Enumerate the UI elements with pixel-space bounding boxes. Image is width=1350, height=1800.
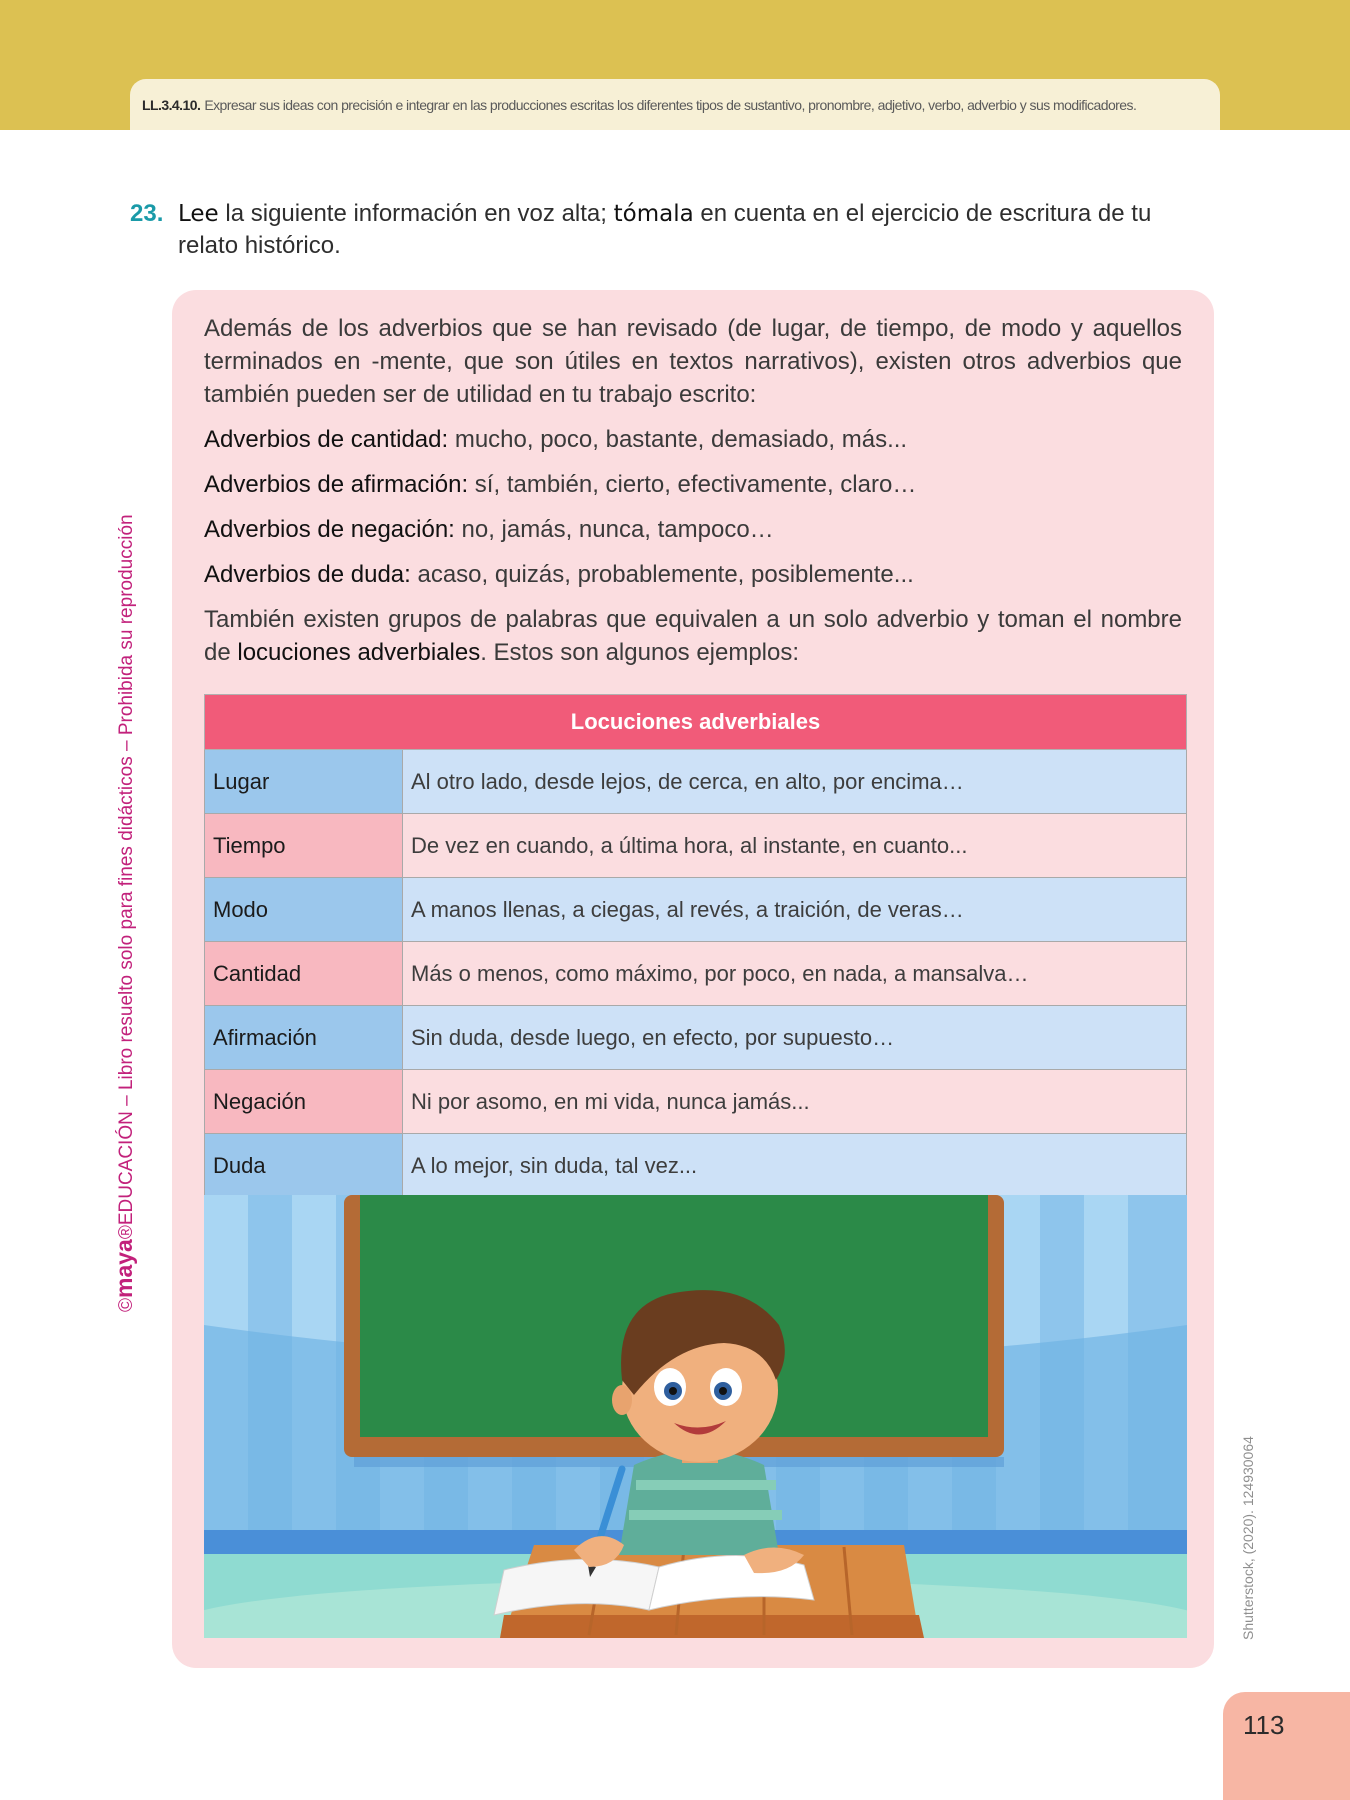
registered-symbol: ®	[116, 1225, 137, 1240]
row-category: Tiempo	[205, 814, 403, 878]
table-title: Locuciones adverbiales	[205, 695, 1187, 750]
row-examples: Sin duda, desde luego, en efecto, por supuesto…	[403, 1006, 1187, 1070]
page-number-tab	[1223, 1692, 1350, 1800]
adverb-label: Adverbios de cantidad:	[204, 426, 449, 453]
row-category: Modo	[205, 878, 403, 942]
locuciones-intro	[204, 603, 1182, 669]
adverb-line	[204, 423, 1182, 456]
locuciones-intro-part1: También existen grupos de palabras que equivalen a un solo adverbio y toman el nombre de	[204, 606, 1182, 666]
table-header-row	[205, 695, 1187, 750]
copyright-credit	[111, 514, 138, 1312]
adverb-examples: acaso, quizás, probablemente, posiblemente...	[410, 561, 914, 588]
table-row	[205, 878, 1187, 942]
page-number: 113	[1243, 1710, 1285, 1740]
verb-tomala: tómala	[613, 201, 694, 227]
adverb-examples: no, jamás, nunca, tampoco…	[454, 516, 774, 543]
adverb-label: Adverbios de afirmación:	[204, 471, 469, 498]
exercise-text	[178, 198, 1180, 262]
row-category: Afirmación	[205, 1006, 403, 1070]
boy-writing-illustration	[204, 1195, 1187, 1638]
row-category: Duda	[205, 1134, 403, 1198]
card-content	[204, 312, 1182, 681]
row-examples: Más o menos, como máximo, por poco, en nada, a mansalva…	[403, 942, 1187, 1006]
adverb-line	[204, 468, 1182, 501]
exercise-text-part2: en cuenta en el ejercicio de escritura de tu relato histórico.	[178, 200, 1152, 259]
card-intro: Además de los adverbios que se han revisado (de lugar, de tiempo, de modo y aquellos terminados en -mente, que son útiles en textos narrativos), existen otros adverbios que también pueden ser de utilidad en tu trabajo escrito:	[204, 315, 1182, 408]
table-row	[205, 1070, 1187, 1134]
row-category: Cantidad	[205, 942, 403, 1006]
row-category: Lugar	[205, 750, 403, 814]
classroom-illustration	[204, 1195, 1187, 1638]
adverb-line	[204, 558, 1182, 591]
adverb-label: Adverbios de negación:	[204, 516, 455, 543]
table-row	[205, 1006, 1187, 1070]
verb-lee: Lee	[178, 201, 219, 227]
adverb-examples: mucho, poco, bastante, demasiado, más...	[448, 426, 908, 453]
row-examples: De vez en cuando, a última hora, al instante, en cuanto...	[403, 814, 1187, 878]
locuciones-table	[204, 694, 1187, 1198]
locuciones-intro-part2: . Estos son algunos ejemplos:	[480, 639, 800, 666]
table-row	[205, 942, 1187, 1006]
boy	[612, 1290, 785, 1555]
row-examples: A lo mejor, sin duda, tal vez...	[403, 1134, 1187, 1198]
exercise-text-part1: la siguiente información en voz alta;	[218, 200, 614, 227]
table-row	[205, 1134, 1187, 1198]
photo-credit: Shutterstock, (2020). 124930064	[1240, 1436, 1256, 1640]
adverb-examples: sí, también, cierto, efectivamente, claro…	[468, 471, 917, 498]
adverb-label: Adverbios de duda:	[204, 561, 411, 588]
row-examples: Al otro lado, desde lejos, de cerca, en alto, por encima…	[403, 750, 1187, 814]
skill-text: Expresar sus ideas con precisión e integrar en las producciones escritas los diferentes tipos de sustantivo, pronombre, adjetivo, verbo, adverbio y sus modificadores.	[204, 96, 1137, 113]
adverb-line	[204, 513, 1182, 546]
table-row	[205, 814, 1187, 878]
row-examples: A manos llenas, a ciegas, al revés, a traición, de veras…	[403, 878, 1187, 942]
skill-code: LL.3.4.10.	[142, 96, 201, 113]
skill-banner	[130, 79, 1220, 130]
brand-name: maya	[111, 1239, 137, 1298]
exercise-instruction	[130, 198, 1180, 262]
locuciones-term: locuciones adverbiales	[237, 639, 481, 666]
row-examples: Ni por asomo, en mi vida, nunca jamás...	[403, 1070, 1187, 1134]
copyright-symbol: ©	[116, 1298, 137, 1312]
exercise-number: 23.	[130, 200, 164, 227]
table-row	[205, 750, 1187, 814]
row-category: Negación	[205, 1070, 403, 1134]
credit-text: EDUCACIÓN – Libro resuelto solo para fines didácticos – Prohibida su reproducción	[116, 514, 137, 1226]
